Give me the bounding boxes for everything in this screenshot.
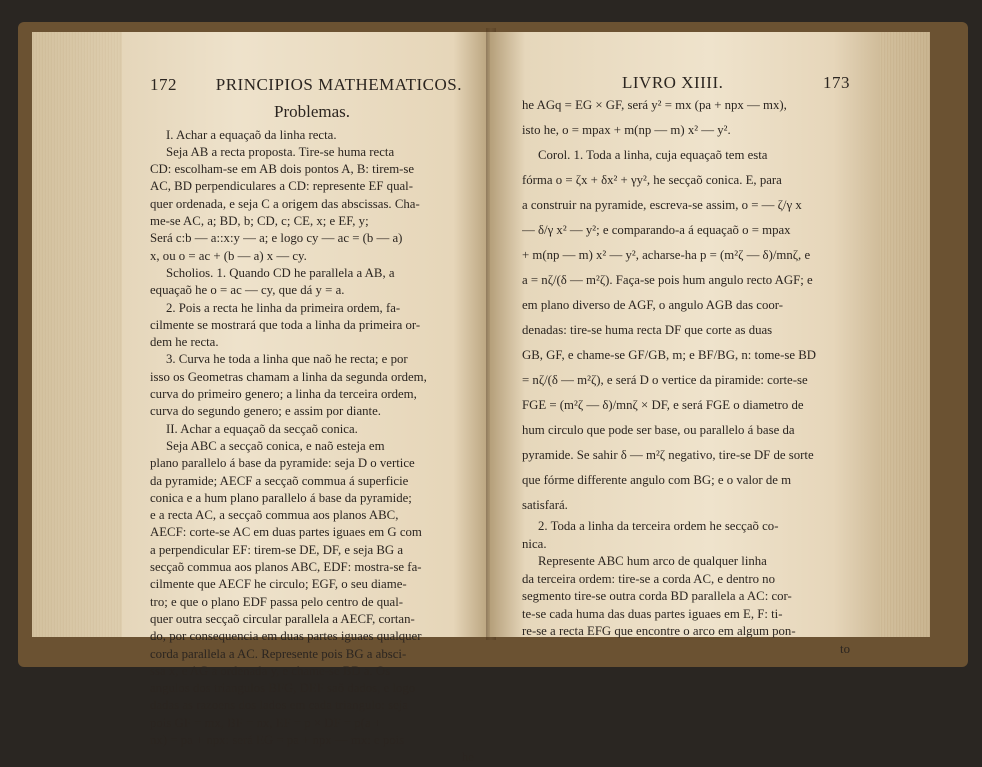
text-line: me-se AC, a; BD, b; CD, c; CE, x; e EF, y; xyxy=(150,214,369,229)
text-line: pois GF = mx, BF = nx, EF = p × DF = p(a + xyxy=(150,715,382,730)
text-line: do, por consequencia em duas partes iguaes qualquer xyxy=(150,629,422,644)
text-line: isto he, o = mpax + m(np — m) x² — y². xyxy=(522,123,731,138)
right-running-head: LIVRO XIIII. xyxy=(622,73,724,92)
left-page-number: 172 xyxy=(150,75,177,94)
text-line: corda parallela a AC. Represente pois BG a absci- xyxy=(150,646,407,661)
text-line: ssa x, e AG a ordenada y, e chame-se BD a. Os xyxy=(150,663,391,678)
text-line: fórma o = ζx + δx² + γy², he secçaõ conica. E, para xyxy=(522,173,782,188)
text-line: CD: escolham-se em AB dois pontos A, B: tirem-se xyxy=(150,162,415,177)
right-header xyxy=(622,74,850,91)
text-line: pyramide. Se sahir δ — m²ζ negativo, tire-se DF de sorte xyxy=(522,448,814,463)
text-line: da pyramide; AECF a secçaõ commua á superficie xyxy=(150,473,409,488)
text-line: II. Achar a equaçaõ da secçaõ conica. xyxy=(166,421,358,436)
text-line: em plano diverso de AGF, o angulo AGB das coor- xyxy=(522,298,784,313)
text-line: AC, BD perpendiculares a CD: represente EF qual- xyxy=(150,179,413,194)
text-line: 2. Toda a linha da terceira ordem he secçaõ co- xyxy=(538,519,779,534)
text-line: dem he recta. xyxy=(150,335,219,350)
text-line: tro; e que o plano EDF passa pelo centro de qual- xyxy=(150,594,404,609)
text-line: Scholios. 1. Quando CD he parallela a AB, a xyxy=(166,265,395,280)
left-text-block xyxy=(150,127,474,750)
text-line: a construir na pyramide, escreva-se assim, o = — ζ/γ x xyxy=(522,198,802,213)
text-line: denadas: tire-se huma recta DF que corte as duas xyxy=(522,323,773,338)
right-catchword: to xyxy=(840,641,850,656)
text-line: a perpendicular EF: tirem-se DE, DF, e seja BG a xyxy=(150,542,404,557)
text-line: e a recta AC, a secçaõ commua aos planos ABC, xyxy=(150,508,399,523)
text-line: segmento tire-se outra corda BD parallela a AC: cor- xyxy=(522,589,792,604)
text-line: 3. Curva he toda a linha que naõ he recta; e por xyxy=(166,352,408,367)
text-line: curva do primeiro genero; a linha da terceira ordem, xyxy=(150,387,417,402)
text-line: Seja AB a recta proposta. Tire-se huma recta xyxy=(166,144,395,159)
text-line: x, ou o = ac + (b — a) x — cy. xyxy=(150,248,307,263)
right-page xyxy=(490,32,930,656)
right-page-edges xyxy=(880,32,930,637)
text-line: GB, GF, e chame-se GF/GB, m; e BF/BG, n: tome-se BD xyxy=(522,348,816,363)
text-line: cilmente que AECF he circulo; EGF, o seu diame- xyxy=(150,577,407,592)
left-header xyxy=(150,76,474,93)
text-line: re-se a recta EFG que encontre o arco em algum pon- xyxy=(522,624,796,639)
text-line: + m(np — m) x² — y², acharse-ha p = (m²ζ — δ)/mnζ, e xyxy=(522,248,811,263)
right-page-number: 173 xyxy=(823,73,850,92)
text-line: 2. Pois a recta he linha da primeira ordem, fa- xyxy=(166,300,401,315)
text-line: cilmente se mostrará que toda a linha da primeira or- xyxy=(150,317,421,332)
text-line: quer ordenada, e seja C a origem das abscissas. Cha- xyxy=(150,196,420,211)
text-line: nx) = pa + npx: será EG = pa + npx — mx: e pois xyxy=(150,732,405,747)
text-line: dadas as razoens dos lados em cada triangulo: seja xyxy=(150,698,408,713)
text-line: Seja ABC a secçaõ conica, e naõ esteja em xyxy=(166,438,385,453)
text-line: Será c:b — a::x:y — a; e logo cy — ac = (b — a) xyxy=(150,231,403,246)
text-line: equaçaõ he o = ac — cy, que dá y = a. xyxy=(150,283,345,298)
text-line: que fórme differente angulo com BG; e o valor de m xyxy=(522,473,792,488)
text-line: = nζ/(δ — m²ζ), e será D o vertice da piramide: corte-se xyxy=(522,373,808,388)
left-running-head: PRINCIPIOS MATHEMATICOS. xyxy=(215,75,462,94)
text-line: Represente ABC hum arco de qualquer linha xyxy=(538,554,767,569)
section-title: Problemas. xyxy=(273,102,351,122)
text-line: AECF: corte-se AC em duas partes iguaes em G com xyxy=(150,525,422,540)
text-line: satisfará. xyxy=(522,498,568,513)
text-line: Corol. 1. Toda a linha, cuja equaçaõ tem esta xyxy=(538,148,768,163)
text-line: da terceira ordem: tire-se a corda AC, e dentro no xyxy=(522,571,775,586)
text-line: angulos dos triangulos BFG, DEF saõ dados, e logo xyxy=(150,681,416,696)
left-page-edges xyxy=(32,32,122,637)
text-line: a = nζ/(δ — m²ζ). Faça-se pois hum angulo recto AGF; e xyxy=(522,273,813,288)
text-line: quer outra secçaõ circular parallela a AECF, cortan- xyxy=(150,611,415,626)
text-line: curva do segundo genero; e assim por diante. xyxy=(150,404,381,419)
right-text-block xyxy=(522,93,850,641)
text-line: isso os Geometras chamam a linha da segunda ordem, xyxy=(150,369,427,384)
text-line: nica. xyxy=(522,536,547,551)
text-line: hum circulo que pode ser base, ou parallelo á base da xyxy=(522,423,795,438)
text-line: he AGq = EG × GF, será y² = mx (pa + npx — mx), xyxy=(522,98,787,113)
text-line: I. Achar a equaçaõ da linha recta. xyxy=(166,127,337,142)
text-line: te-se cada huma das duas partes iguaes em E, F: ti- xyxy=(522,606,783,621)
text-line: conica e a hum plano parallelo á base da pyramide; xyxy=(150,490,412,505)
text-line: — δ/γ x² — y²; e comparando-a á equaçaõ o = mpax xyxy=(522,223,791,238)
text-line: FGE = (m²ζ — δ)/mnζ × DF, e será FGE o diametro de xyxy=(522,398,804,413)
left-catchword: he xyxy=(461,750,474,765)
text-line: plano parallelo á base da pyramide: seja D o vertice xyxy=(150,456,415,471)
text-line: secçaõ commua aos planos ABC, EDF: mostra-se fa- xyxy=(150,560,422,575)
